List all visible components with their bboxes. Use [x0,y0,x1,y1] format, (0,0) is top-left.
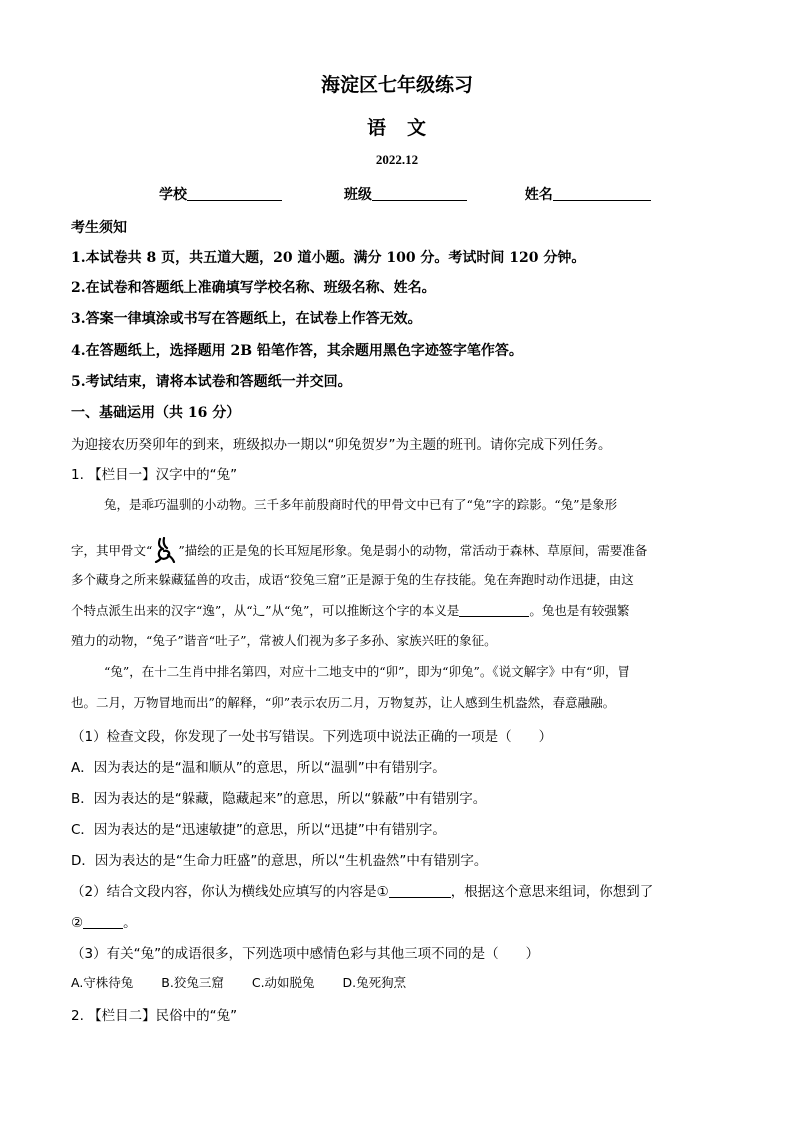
section-intro: 为迎接农历癸卯年的到来，班级拟办一期以“卯兔贺岁”为主题的班刊。请你完成下列任务。 [71,437,612,453]
passage-line: “兔”，在十二生肖中排名第四，对应十二地支中的“卯”，即为“卯兔”。《说文解字》中有“卯，冒 [104,664,630,679]
exam-date: 2022.12 [375,152,419,167]
school-label: 学校 [159,187,187,203]
notice-item: 1.本试卷共 8 页，共五道大题，20 道小题。满分 100 分。考试时间 120 分钟。 [71,250,586,266]
option-c[interactable]: C.动如脱兔 [251,975,315,990]
notice-heading: 考生须知 [71,220,127,236]
passage-line: 也。二月，万物冒地而出”的解释，“卯”表示农历二月，万物复苏，让人感到生机盎然，春意融融。 [71,695,616,710]
answer-blank-1[interactable] [389,885,451,898]
notice-item: 3.答案一律填涂或书写在答题纸上，在试卷上作答无效。 [71,311,422,327]
answer-blank-2[interactable] [83,916,123,929]
passage-line: 个特点派生出来的汉字“逸”，从“辶”从“兔”，可以推断这个字的本义是 。兔也是有较强繁 [71,603,630,618]
oracle-bone-rabbit-icon [154,537,176,563]
name-label: 姓名 [524,187,553,203]
option-a[interactable]: A．因为表达的是“温和顺从”的意思，所以“温驯”中有错别字。 [71,760,446,776]
notice-item: 4.在答题纸上，选择题用 2B 铅笔作答，其余题用黑色字迹签字笔作答。 [71,343,523,359]
answer-blank[interactable] [459,604,529,617]
school-field[interactable] [159,184,339,204]
class-blank[interactable] [372,186,467,201]
student-info-fields [159,184,651,204]
subject-title: 语 文 [366,117,427,139]
passage-line: 兔，是乖巧温驯的小动物。三千多年前殷商时代的甲骨文中已有了“兔”字的踪影。“兔”是象形 [104,497,618,512]
class-label: 班级 [343,187,372,203]
name-field[interactable] [525,184,651,204]
name-blank[interactable] [553,186,651,201]
option-c[interactable]: C．因为表达的是“迅速敏捷”的意思，所以“迅捷”中有错别字。 [71,822,446,838]
passage-line: 字，其甲骨文“ ”描绘的正是兔的长耳短尾形象。兔是弱小的动物，常活动于森林、草原间，需要准备 [71,537,647,563]
subquestion-3-stem: （3）有关“兔”的成语很多，下列选项中感情色彩与其他三项不同的是（ ） [71,946,540,962]
passage-line: 殖力的动物，“兔子”谐音“吐子”，常被人们视为多子多孙、家族兴旺的象征。 [71,633,497,648]
option-b[interactable]: B.狡兔三窟 [161,975,224,990]
option-a[interactable]: A.守株待兔 [71,975,134,990]
question-1-title: 1. 【栏目一】汉字中的“兔” [71,467,238,483]
section-heading: 一、基础运用（共 16 分） [71,405,241,421]
subquestion-2-line: （2）结合文段内容，你认为横线处应填写的内容是① ，根据这个意思来组词，你想到了 [71,884,654,900]
subquestion-2-line: ② 。 [71,915,137,931]
subquestion-1-stem: （1）检查文段，你发现了一处书写错误。下列选项中说法正确的一项是（ ） [71,729,553,745]
notice-item: 5.考试结束，请将本试卷和答题纸一并交回。 [71,374,352,390]
question-2-title: 2. 【栏目二】民俗中的“兔” [71,1008,238,1024]
class-field[interactable] [344,184,520,204]
passage-line: 多个藏身之所来躲藏猛兽的攻击，成语“狡兔三窟”正是源于兔的生存技能。兔在奔跑时动作迅捷，由这 [71,572,634,587]
option-d[interactable]: D.兔死狗烹 [342,975,407,990]
notice-item: 2.在试卷和答题纸上准确填写学校名称、班级名称、姓名。 [71,280,436,296]
subquestion-3-options [71,973,430,991]
school-blank[interactable] [187,186,282,201]
option-d[interactable]: D．因为表达的是“生命力旺盛”的意思，所以“生机盎然”中有错别字。 [71,853,488,869]
option-b[interactable]: B．因为表达的是“躲藏，隐藏起来”的意思，所以“躲蔽”中有错别字。 [71,791,487,807]
page-title: 海淀区七年级练习 [320,74,473,96]
